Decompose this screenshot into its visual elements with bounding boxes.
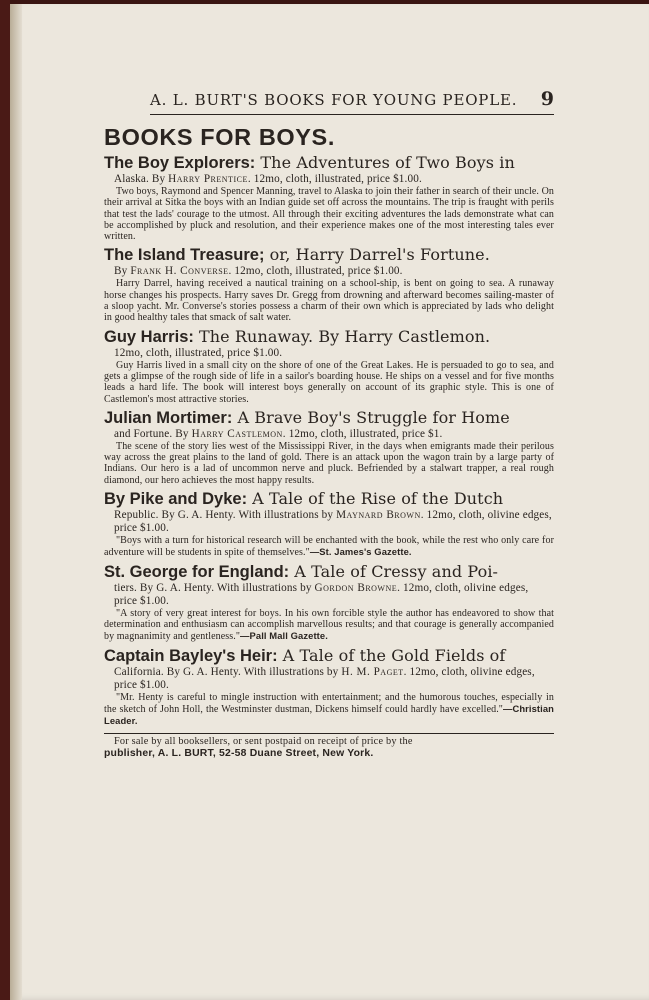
book-entry [104,408,554,486]
page-gutter-edge [10,0,22,1000]
entry-heading [104,153,554,173]
entry-heading [104,562,554,582]
review-source: —St. James's Gazette. [309,546,412,558]
book-subtitle: A Tale of the Rise of the Dutch [252,489,504,509]
entry-heading [104,245,554,265]
review-source: —Pall Mall Gazette. [240,630,328,642]
book-author: Harry Castlemon [191,427,283,440]
book-description [104,535,554,559]
book-meta-text: . 12mo, cloth, illustrated, price $1.00. [247,173,422,185]
entry-heading [104,489,554,509]
book-subtitle: The Adventures of Two Boys in [260,153,515,172]
book-entry [104,245,554,323]
book-title: By Pike and Dyke: [104,490,248,509]
book-description [104,441,554,486]
book-meta-text: Alaska. By [114,173,169,185]
entry-heading [104,327,554,347]
description-text: Guy Harris lived in a small city on the shore of one of the Great Lakes. He is persuaded to go to sea, and gets a glimpse of the rough side of life in a sailor's boarding house. He ships on a vessel and for five months leads a hard life. The book will interest boys generally on account of its graphic style. This is one of Castlemon's most attractive stories. [104,359,554,405]
book-meta-text: and Fortune. By [114,427,192,440]
book-subtitle: or, Harry Darrel's Fortune. [269,245,490,265]
book-meta [114,265,554,278]
book-title: Captain Bayley's Heir: [104,646,278,665]
section-title: BOOKS FOR BOYS. [104,124,335,150]
book-title: The Island Treasure; [104,246,265,265]
book-author: Gordon Browne [314,581,398,594]
book-title: Guy Harris: [104,327,194,346]
book-meta-text: By [114,265,131,278]
page-top-edge [10,0,649,4]
book-subtitle: A Tale of the Gold Fields of [282,645,506,665]
book-description [104,692,554,728]
book-author: Maynard Brown [336,509,421,522]
book-author: Harry Prentice [168,173,248,185]
book-meta-text: . 12mo, cloth, olivine edges, price $1.00. [114,665,535,691]
book-entry [104,562,554,643]
running-head [150,88,554,115]
running-title: A. L. BURT'S BOOKS FOR YOUNG PEOPLE. [150,91,518,109]
footer-publisher: publisher, A. L. BURT, 52-58 Duane Street, New York. [104,748,374,760]
book-author: H. M. Paget [341,665,404,678]
book-title: The Boy Explorers: [104,154,256,172]
book-description [104,186,554,242]
description-text: Two boys, Raymond and Spencer Manning, travel to Alaska to join their father in search of their uncle. On their arrival at Sitka the boys with an Indian guide set off across the mountains. The trip is fraught with perils that test the lads' courage to the utmost. All through their exciting adventures the lads demonstrate what can be accomplished by pluck and resolution, and their experience makes one of the most interesting tales ever written. [104,186,554,243]
book-entry [104,646,554,728]
book-meta [114,347,554,360]
book-meta-text: tiers. By G. A. Henty. With illustrations by [114,581,315,594]
book-title: St. George for England: [104,562,290,581]
book-meta-text: California. By G. A. Henty. With illustrations by [114,665,342,678]
book-subtitle: A Brave Boy's Struggle for Home [237,407,510,427]
book-title: Julian Mortimer: [104,408,233,427]
book-meta [114,509,554,535]
book-author: Frank H. Converse [130,265,229,278]
publisher-footer [104,733,554,760]
book-meta-text: . 12mo, cloth, olivine edges, price $1.00. [114,509,552,535]
description-text: "Boys with a turn for historical research will be enchanted with the book, while the rest who only care for adventure will be students in spite of themselves." [104,535,554,559]
description-text: "A story of very great interest for boys. In his own forcible style the author has endeavored to show that determination and enthusiasm can accomplish marvellous results; and that courage is generally accompanied by magnanimity and gentleness." [104,607,554,643]
entry-heading [104,408,554,428]
entries-list [104,153,554,727]
footer-text: For sale by all booksellers, or sent postpaid on receipt of price by the [114,736,413,748]
page-number: 9 [540,88,554,110]
book-meta [114,173,554,186]
book-meta-text: 12mo, cloth, illustrated, price $1.00. [114,346,283,359]
book-entry [104,489,554,559]
book-meta-text: Republic. By G. A. Henty. With illustrations by [114,509,337,522]
book-meta-text: . 12mo, cloth, illustrated, price $1. [282,427,443,440]
book-description [104,608,554,643]
description-text: Harry Darrel, having received a nautical training on a school-ship, is bent on going to sea. A runaway horse changes his prospects. Harry saves Dr. Gregg from drowning and afterward becomes sailing-master of a sloop yacht. Mr. Converse's stories possess a charm of their own which is appreciated by lads who delight in good healthy tales that smack of salt water. [104,278,554,324]
book-description [104,360,554,405]
book-entry [104,327,554,405]
description-text: "Mr. Henty is careful to mingle instruction with entertainment; and the humorous touches, especially in the sketch of John Holl, the Westminster dustman, Dickens himself could hardly have excelled." [104,691,554,715]
book-subtitle: The Runaway. By Harry Castlemon. [198,326,491,346]
entry-heading [104,646,554,666]
review-source: —Christian Leader. [104,702,554,727]
description-text: The scene of the story lies west of the Mississippi River, in the days when emigrants made their perilous way across the great plains to the land of gold. There is an attack upon the wagon train by a large party of Indians. Our hero is a lad of uncommon nerve and pluck. Befriended by a stalwart trapper, a real rough diamond, our hero achieves the most happy results. [104,440,554,486]
book-meta [114,428,554,441]
book-meta-text: . 12mo, cloth, olivine edges, price $1.00. [114,581,529,607]
book-meta-text: . 12mo, cloth, illustrated, price $1.00. [228,265,403,278]
book-description [104,278,554,323]
page-content [104,88,554,760]
book-meta [114,582,554,608]
book-subtitle: A Tale of Cressy and Poi- [294,561,499,581]
book-entry [104,153,554,242]
book-meta [114,666,554,692]
